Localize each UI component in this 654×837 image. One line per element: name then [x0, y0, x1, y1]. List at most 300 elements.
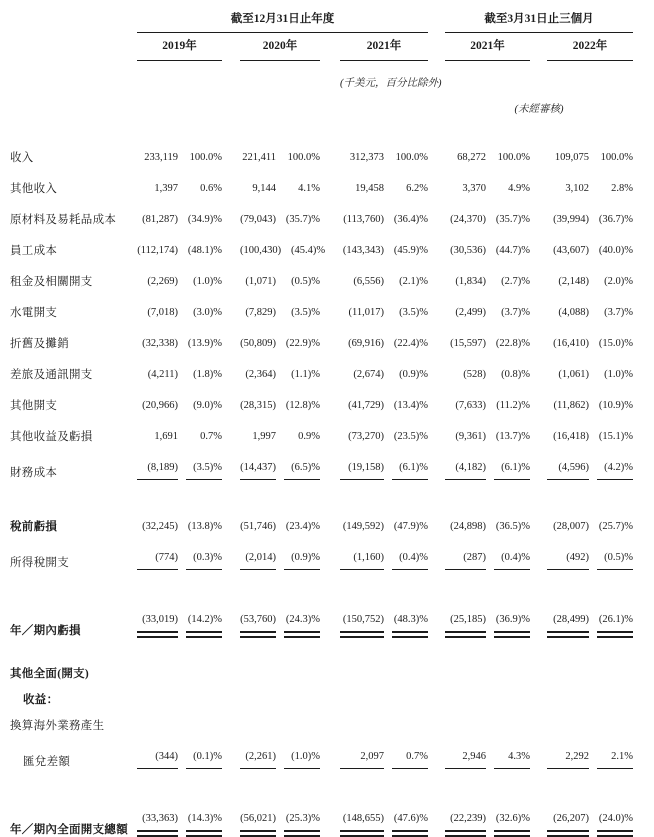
- percent-cell: [597, 271, 633, 289]
- percent-cell: [284, 364, 320, 382]
- percent-text: (6.1)%: [399, 462, 428, 473]
- percent-text: (44.7)%: [495, 245, 530, 256]
- value-cell: [547, 609, 589, 638]
- value-cell: [445, 395, 486, 413]
- percent-text: (25.3)%: [285, 813, 320, 824]
- percent-cell: [494, 271, 530, 289]
- period-column-pair: [340, 426, 428, 444]
- value-text: 312,373: [349, 152, 384, 163]
- value-cell: [547, 271, 589, 289]
- percent-text: (13.8)%: [187, 521, 222, 532]
- value-text: 1,997: [252, 431, 276, 442]
- percent-cell: [186, 516, 222, 534]
- value-text: 3,102: [565, 183, 589, 194]
- percent-text: (9.0)%: [193, 400, 222, 411]
- percent-text: (0.1)%: [193, 751, 222, 762]
- value-text: (2,499): [455, 307, 486, 318]
- table-row: [10, 178, 654, 196]
- period-column-pair: [445, 209, 530, 227]
- value-cell: [547, 547, 589, 570]
- percent-cell: [284, 302, 320, 320]
- value-cell: [547, 178, 589, 196]
- value-text: (11,017): [348, 307, 384, 318]
- percent-text: (47.9)%: [393, 521, 428, 532]
- period-column-pair: [137, 395, 222, 413]
- value-cell: [445, 302, 486, 320]
- interim-period-header: 截至3月31日止三個月: [445, 12, 633, 33]
- period-column-pair: [137, 516, 222, 534]
- value-text: (1,061): [558, 369, 589, 380]
- percent-text: (36.4)%: [393, 214, 428, 225]
- period-column-pair: [445, 364, 530, 382]
- units-note-row: [10, 77, 654, 90]
- percent-cell: [494, 209, 530, 227]
- value-text: (7,829): [245, 307, 276, 318]
- value-cell: [340, 333, 384, 351]
- period-column-pair: [137, 271, 222, 289]
- value-text: (100,430): [240, 245, 282, 256]
- value-text: (344): [155, 751, 178, 762]
- percent-text: 100.0%: [497, 152, 530, 163]
- value-cell: [445, 547, 486, 570]
- row-label: 租金及相關開支: [10, 276, 93, 288]
- percent-text: (36.5)%: [495, 521, 530, 532]
- value-cell: [240, 333, 276, 351]
- year-header-row: [10, 40, 654, 61]
- value-cell: [445, 609, 486, 638]
- period-column-pair: [137, 147, 222, 165]
- percent-cell: [284, 746, 320, 769]
- percent-cell: [494, 746, 530, 769]
- period-column-pair: [445, 178, 530, 196]
- percent-text: (3.5)%: [291, 307, 320, 318]
- period-column-pair: [240, 746, 320, 769]
- percent-text: (14.2)%: [187, 614, 222, 625]
- percent-text: (22.4)%: [393, 338, 428, 349]
- period-column-pair: [340, 457, 428, 480]
- percent-cell: [186, 364, 222, 382]
- percent-text: (0.4)%: [501, 552, 530, 563]
- row-label: 原材料及易耗品成本: [10, 214, 117, 226]
- period-column-pair: [340, 808, 428, 837]
- period-column-pair: [240, 147, 320, 165]
- period-column-pair: [547, 808, 633, 837]
- table-row: [10, 516, 654, 534]
- value-text: 1,691: [154, 431, 178, 442]
- row-label: 年／期內虧損: [10, 625, 81, 637]
- table-row: [10, 240, 654, 258]
- percent-cell: [186, 271, 222, 289]
- table-row: [10, 426, 654, 444]
- year-header-2021-interim: 2021年: [445, 40, 530, 61]
- row-label: 其他收入: [10, 183, 58, 195]
- period-column-pair: [137, 746, 222, 769]
- value-text: (20,966): [142, 400, 178, 411]
- value-text: (2,364): [245, 369, 276, 380]
- percent-cell: [494, 547, 530, 570]
- value-text: 9,144: [252, 183, 276, 194]
- value-cell: [240, 147, 276, 165]
- percent-cell: [284, 808, 320, 837]
- value-cell: [137, 271, 178, 289]
- percent-text: (0.5)%: [291, 276, 320, 287]
- value-cell: [340, 457, 384, 480]
- value-cell: [137, 746, 178, 769]
- value-text: (69,916): [348, 338, 384, 349]
- value-text: (528): [463, 369, 486, 380]
- value-text: (1,071): [245, 276, 276, 287]
- percent-cell: [494, 457, 530, 480]
- value-cell: [547, 240, 589, 258]
- value-text: (14,437): [240, 462, 276, 473]
- value-cell: [340, 271, 384, 289]
- percent-cell: [494, 395, 530, 413]
- value-text: (53,760): [240, 614, 276, 625]
- value-cell: [240, 808, 276, 837]
- percent-cell: [186, 547, 222, 570]
- value-cell: [547, 457, 589, 480]
- percent-cell: [186, 147, 222, 165]
- percent-text: 100.0%: [287, 152, 320, 163]
- period-column-pair: [240, 333, 320, 351]
- period-column-pair: [547, 271, 633, 289]
- table-row: [10, 271, 654, 289]
- period-column-pair: [137, 364, 222, 382]
- period-column-pair: [445, 746, 530, 769]
- percent-text: (3.5)%: [193, 462, 222, 473]
- percent-cell: [597, 547, 633, 570]
- percent-cell: [284, 271, 320, 289]
- value-cell: [547, 333, 589, 351]
- period-column-pair: [445, 609, 530, 638]
- percent-text: (36.7)%: [598, 214, 633, 225]
- percent-text: (24.3)%: [285, 614, 320, 625]
- percent-cell: [284, 147, 320, 165]
- percent-text: (6.1)%: [501, 462, 530, 473]
- value-cell: [240, 516, 276, 534]
- percent-cell: [597, 209, 633, 227]
- period-column-pair: [240, 271, 320, 289]
- value-text: (30,536): [450, 245, 486, 256]
- value-text: 233,119: [144, 152, 178, 163]
- row-label: 其他收益及虧損: [10, 431, 93, 443]
- period-column-pair: [445, 333, 530, 351]
- value-cell: [547, 516, 589, 534]
- percent-text: (11.2)%: [496, 400, 530, 411]
- percent-cell: [186, 395, 222, 413]
- value-text: (148,655): [342, 813, 384, 824]
- value-cell: [340, 808, 384, 837]
- value-text: 68,272: [457, 152, 486, 163]
- value-cell: [445, 516, 486, 534]
- unaudited-note: (未經審核): [514, 104, 564, 115]
- value-cell: [240, 302, 276, 320]
- table-row: [10, 364, 654, 382]
- value-text: (113,760): [343, 214, 384, 225]
- value-text: (112,174): [137, 245, 178, 256]
- value-text: (22,239): [450, 813, 486, 824]
- value-text: (32,338): [142, 338, 178, 349]
- percent-text: (22.8)%: [495, 338, 530, 349]
- value-text: 19,458: [355, 183, 384, 194]
- period-column-pair: [340, 147, 428, 165]
- period-column-pair: [240, 364, 320, 382]
- percent-cell: [392, 147, 428, 165]
- row-label: 收益：: [23, 694, 59, 706]
- period-column-pair: [240, 178, 320, 196]
- value-text: (6,556): [353, 276, 384, 287]
- value-cell: [340, 426, 384, 444]
- period-column-pair: [340, 609, 428, 638]
- period-column-pair: [445, 808, 530, 837]
- value-cell: [137, 395, 178, 413]
- percent-cell: [597, 302, 633, 320]
- value-cell: [137, 333, 178, 351]
- value-cell: [240, 395, 276, 413]
- period-column-pair: [240, 609, 320, 638]
- percent-cell: [494, 609, 530, 638]
- period-column-pair: [547, 516, 633, 534]
- period-column-pair: [137, 547, 222, 570]
- percent-text: (36.9)%: [495, 614, 530, 625]
- percent-text: (40.0)%: [598, 245, 633, 256]
- value-cell: [137, 147, 178, 165]
- period-column-pair: [137, 426, 222, 444]
- percent-cell: [597, 426, 633, 444]
- value-cell: [137, 240, 178, 258]
- value-cell: [445, 746, 486, 769]
- value-cell: [137, 178, 178, 196]
- percent-text: 6.2%: [406, 183, 428, 194]
- value-text: 1,397: [154, 183, 178, 194]
- value-cell: [547, 364, 589, 382]
- percent-text: (3.0)%: [193, 307, 222, 318]
- row-label: 稅前虧損: [10, 521, 58, 533]
- table-row: [10, 609, 654, 638]
- value-text: (33,363): [142, 813, 178, 824]
- value-cell: [240, 426, 276, 444]
- percent-cell: [186, 746, 222, 769]
- percent-cell: [392, 302, 428, 320]
- percent-text: 2.8%: [611, 183, 633, 194]
- year-header-2019: 2019年: [137, 40, 222, 61]
- percent-cell: [392, 457, 428, 480]
- percent-cell: [186, 302, 222, 320]
- value-text: (1,834): [455, 276, 486, 287]
- value-text: 109,075: [554, 152, 589, 163]
- percent-text: (0.8)%: [501, 369, 530, 380]
- value-text: (79,043): [240, 214, 276, 225]
- period-column-pair: [547, 426, 633, 444]
- percent-text: (1.0)%: [604, 369, 633, 380]
- percent-cell: [392, 746, 428, 769]
- percent-cell: [392, 516, 428, 534]
- period-column-pair: [340, 516, 428, 534]
- percent-text: (0.4)%: [399, 552, 428, 563]
- value-text: (4,211): [147, 369, 178, 380]
- value-text: (7,018): [147, 307, 178, 318]
- period-column-pair: [547, 240, 633, 258]
- percent-text: (3.7)%: [501, 307, 530, 318]
- value-cell: [547, 147, 589, 165]
- period-column-pair: [340, 333, 428, 351]
- percent-text: (10.9)%: [598, 400, 633, 411]
- value-cell: [240, 271, 276, 289]
- value-text: (73,270): [348, 431, 384, 442]
- period-column-pair: [547, 547, 633, 570]
- period-column-pair: [137, 609, 222, 638]
- value-cell: [240, 746, 276, 769]
- value-cell: [137, 547, 178, 570]
- percent-cell: [392, 333, 428, 351]
- period-column-pair: [445, 147, 530, 165]
- percent-text: 0.7%: [406, 751, 428, 762]
- value-cell: [445, 364, 486, 382]
- row-label: 員工成本: [10, 245, 58, 257]
- value-cell: [137, 457, 178, 480]
- period-column-pair: [547, 609, 633, 638]
- percent-text: (35.7)%: [495, 214, 530, 225]
- percent-cell: [186, 808, 222, 837]
- value-text: (2,674): [353, 369, 384, 380]
- table-row: [10, 302, 654, 320]
- value-cell: [340, 178, 384, 196]
- period-column-pair: [340, 547, 428, 570]
- period-column-pair: [137, 302, 222, 320]
- percent-cell: [392, 364, 428, 382]
- value-text: (2,014): [245, 552, 276, 563]
- percent-text: (6.5)%: [291, 462, 320, 473]
- period-column-pair: [340, 271, 428, 289]
- row-label: 差旅及通訊開支: [10, 369, 93, 381]
- value-text: (1,160): [353, 552, 384, 563]
- percent-text: 0.6%: [200, 183, 222, 194]
- percent-text: (47.6)%: [393, 813, 428, 824]
- value-text: (287): [463, 552, 486, 563]
- value-cell: [137, 426, 178, 444]
- percent-cell: [494, 426, 530, 444]
- percent-text: (1.1)%: [291, 369, 320, 380]
- row-label: 其他全面(開支): [10, 668, 90, 680]
- percent-text: (4.2)%: [604, 462, 633, 473]
- table-row: [10, 147, 654, 165]
- value-cell: [340, 240, 384, 258]
- value-text: (39,994): [553, 214, 589, 225]
- value-text: (492): [566, 552, 589, 563]
- value-text: (8,189): [147, 462, 178, 473]
- table-body: [10, 147, 654, 837]
- value-cell: [547, 808, 589, 837]
- table-row: [10, 746, 654, 769]
- value-text: (16,418): [553, 431, 589, 442]
- percent-text: (45.9)%: [393, 245, 428, 256]
- percent-cell: [289, 240, 325, 258]
- value-cell: [240, 209, 276, 227]
- value-cell: [137, 364, 178, 382]
- value-text: (9,361): [455, 431, 486, 442]
- period-column-pair: [240, 240, 326, 258]
- percent-cell: [597, 808, 633, 837]
- value-text: (150,752): [342, 614, 384, 625]
- value-text: (28,315): [240, 400, 276, 411]
- table-row: [10, 694, 654, 707]
- value-text: 3,370: [462, 183, 486, 194]
- period-column-pair: [340, 746, 428, 769]
- unaudited-note-row: [10, 103, 654, 116]
- table-row: [10, 209, 654, 227]
- percent-cell: [392, 808, 428, 837]
- percent-cell: [186, 178, 222, 196]
- period-column-pair: [240, 209, 320, 227]
- percent-cell: [494, 808, 530, 837]
- value-text: (16,410): [553, 338, 589, 349]
- value-text: (4,182): [455, 462, 486, 473]
- value-text: (56,021): [240, 813, 276, 824]
- value-cell: [340, 209, 384, 227]
- period-column-pair: [240, 302, 320, 320]
- period-column-pair: [445, 457, 530, 480]
- value-text: (43,607): [553, 245, 589, 256]
- year-header-2020: 2020年: [240, 40, 320, 61]
- table-row: [10, 333, 654, 351]
- period-column-pair: [137, 333, 222, 351]
- percent-text: (0.5)%: [604, 552, 633, 563]
- row-label: 財務成本: [10, 467, 58, 479]
- percent-text: 100.0%: [189, 152, 222, 163]
- percent-text: 4.1%: [298, 183, 320, 194]
- percent-cell: [597, 746, 633, 769]
- percent-text: 0.7%: [200, 431, 222, 442]
- value-text: (143,343): [342, 245, 384, 256]
- percent-cell: [494, 178, 530, 196]
- percent-text: (0.3)%: [193, 552, 222, 563]
- value-cell: [547, 302, 589, 320]
- percent-text: (1.0)%: [291, 751, 320, 762]
- row-label: 收入: [10, 152, 34, 164]
- period-column-pair: [547, 746, 633, 769]
- percent-cell: [494, 516, 530, 534]
- percent-text: (23.4)%: [285, 521, 320, 532]
- period-column-pair: [547, 302, 633, 320]
- percent-cell: [494, 333, 530, 351]
- percent-cell: [284, 178, 320, 196]
- percent-text: (32.6)%: [495, 813, 530, 824]
- percent-text: (15.1)%: [598, 431, 633, 442]
- percent-text: (3.5)%: [399, 307, 428, 318]
- table-row: [10, 720, 654, 733]
- value-text: (41,729): [348, 400, 384, 411]
- period-column-pair: [547, 209, 633, 227]
- value-text: (24,898): [450, 521, 486, 532]
- percent-text: 100.0%: [600, 152, 633, 163]
- period-column-pair: [445, 395, 530, 413]
- value-cell: [445, 209, 486, 227]
- percent-text: (13.9)%: [187, 338, 222, 349]
- value-cell: [340, 746, 384, 769]
- percent-text: 2.1%: [611, 751, 633, 762]
- percent-text: (48.1)%: [187, 245, 222, 256]
- percent-cell: [186, 209, 222, 227]
- percent-text: 0.9%: [298, 431, 320, 442]
- value-text: (7,633): [455, 400, 486, 411]
- percent-cell: [392, 178, 428, 196]
- period-column-pair: [340, 209, 428, 227]
- value-text: (2,269): [147, 276, 178, 287]
- percent-cell: [186, 333, 222, 351]
- value-cell: [240, 457, 276, 480]
- value-text: (15,597): [450, 338, 486, 349]
- percent-cell: [597, 516, 633, 534]
